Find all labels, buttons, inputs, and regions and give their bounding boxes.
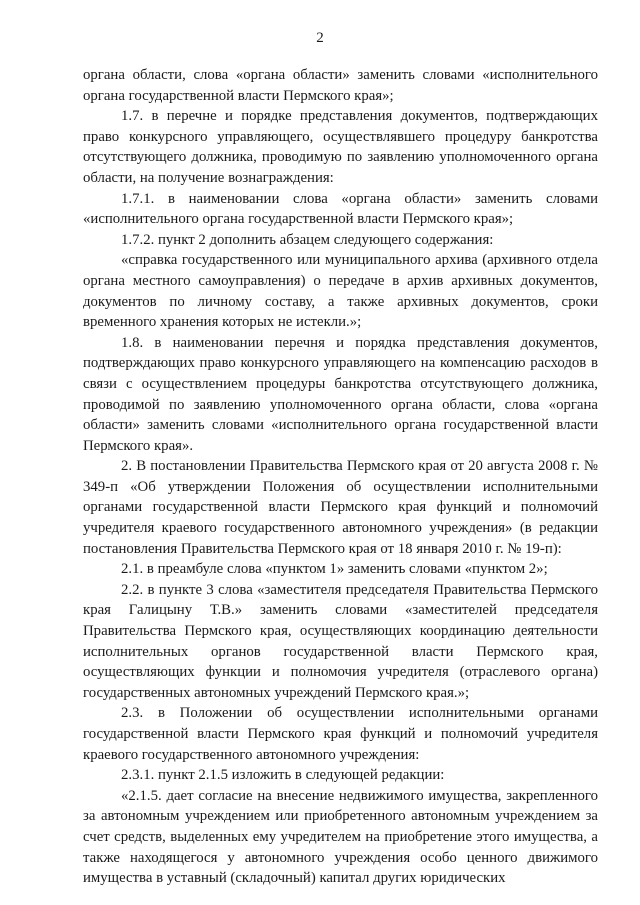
- paragraph-quote-2-1-5: «2.1.5. дает согласие на внесение недвижимого имущества, закрепленного за автономным учреждением или приобретенного автономным учреждением за счет средств, выделенных ему учредителем на приобретение этого имущества, а также находящегося у автономного учреждения особо ценного движимого имущества в уставный (складочный) капитал других юридических: [83, 787, 598, 887]
- paragraph-1-7: 1.7. в перечне и порядке представления документов, подтверждающих право конкурсного управляющего, осуществлявшего процедуру банкротства отсутствующего должника, проводимую по заявлению уполномоченного органа области, на получение вознаграждения:: [83, 108, 598, 186]
- paragraph-2-2: 2.2. в пункте 3 слова «заместителя председателя Правительства Пермского края Галицыну Т.В.» заменить словами «заместителей председателя Правительства Пермского края, осуществляющих координацию деятельности исполнительных органов государственной власти Пермского края, осуществляющих функции и полномочия учредителя (отраслевого органа) государственных автономных учреждений Пермского края.»;: [83, 581, 598, 701]
- paragraph-2: 2. В постановлении Правительства Пермского края от 20 августа 2008 г. № 349-п «Об утверждении Положения об осуществлении исполнительными органами государственной власти Пермского края функций и полномочий учредителя краевого государственного автономного учреждения» (в редакции постановления Правительства Пермского края от 18 января 2010 г. № 19-п):: [83, 458, 598, 557]
- paragraph-1-7-1: 1.7.1. в наименовании слова «органа области» заменить словами «исполнительного органа государственной власти Пермского края»;: [83, 190, 598, 228]
- paragraph-2-3-1: 2.3.1. пункт 2.1.5 изложить в следующей редакции:: [121, 767, 445, 784]
- paragraph-continuation: органа области, слова «органа области» заменить словами «исполнительного органа государственной власти Пермского края»;: [83, 67, 598, 104]
- page-number: 2: [316, 30, 324, 46]
- paragraph-2-3: 2.3. в Положении об осуществлении исполнительными органами государственной власти Пермского края функций и полномочий учредителя краевого государственного автономного учреждения:: [83, 705, 598, 763]
- paragraph-1-7-2: 1.7.2. пункт 2 дополнить абзацем следующего содержания:: [121, 231, 494, 248]
- document-body: [83, 65, 598, 889]
- paragraph-2-1: 2.1. в преамбуле слова «пунктом 1» заменить словами «пунктом 2»;: [121, 561, 548, 578]
- paragraph-quote-archive: «справка государственного или муниципального архива (архивного отдела органа местного самоуправления) о передаче в архив архивных документов, документов по личному составу, а также архивных документов, сроки временного хранения которых не истекли.»;: [83, 252, 598, 331]
- paragraph-1-8: 1.8. в наименовании перечня и порядка представления документов, подтверждающих право конкурсного управляющего на компенсацию расходов в связи с осуществлением процедуры банкротства отсутствующего должника, проводимой по заявлению уполномоченного органа области, слова «органа области» заменить словами «исполнительного органа государственной власти Пермского края».: [83, 334, 598, 454]
